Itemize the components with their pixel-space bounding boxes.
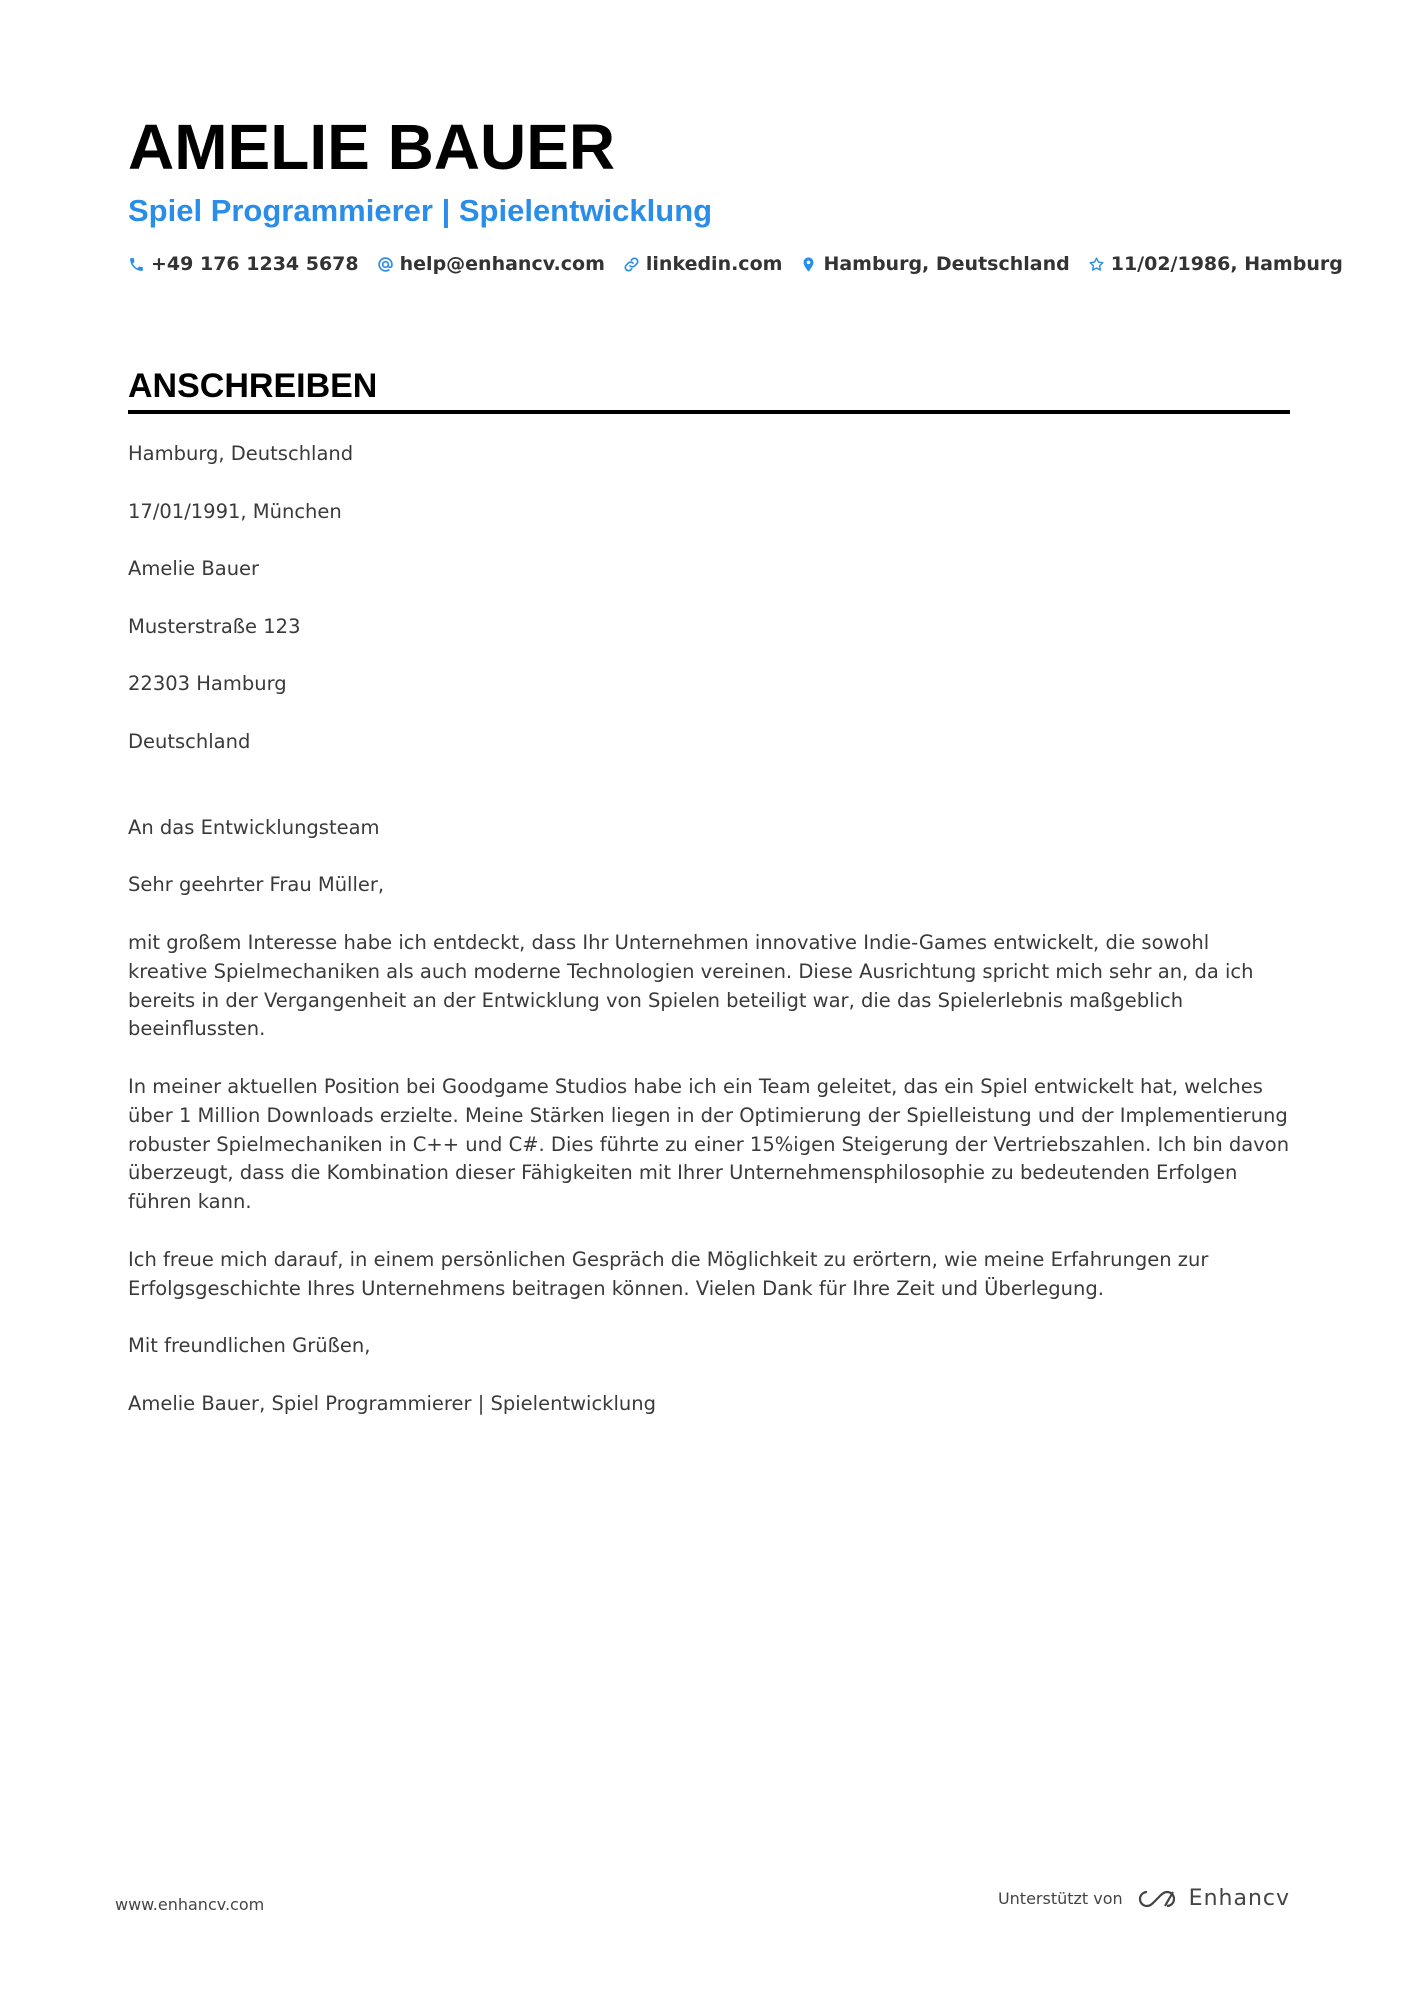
candidate-name: AMELIE BAUER <box>128 111 616 183</box>
contact-email[interactable] <box>377 253 605 275</box>
salutation: Sehr geehrter Frau Müller, <box>128 873 385 897</box>
footer-url[interactable]: www.enhancv.com <box>115 1895 265 1914</box>
letter-paragraph: In meiner aktuellen Position bei Goodgame Studios habe ich ein Team geleitet, das ein Spiel entwickelt hat, welches über 1 Million Downloads erzielte. Meine Stärken liegen in der Optimierung der Spielleistung und der Implementierung robuster Spielmechaniken in C++ und C#. Dies führte zu einer 15%igen Steigerung der Vertriebszahlen. Ich bin davon überzeugt, dass die Kombination dieser Fähigkeiten mit Ihrer Unternehmensphilosophie zu bedeutenden Erfolgen führen kann. <box>128 1074 1290 1214</box>
address-line: 22303 Hamburg <box>128 672 287 696</box>
address-line: Hamburg, Deutschland <box>128 442 354 465</box>
contact-location-text: Hamburg, Deutschland <box>823 253 1070 275</box>
address-line: 17/01/1991, München <box>128 499 342 523</box>
contact-phone-text: +49 176 1234 5678 <box>151 253 359 275</box>
address-line: Amelie Bauer <box>128 557 260 581</box>
section-divider <box>128 410 1290 414</box>
address-line: Deutschland <box>128 729 251 753</box>
contact-email-text: help@enhancv.com <box>399 253 605 275</box>
signature: Amelie Bauer, Spiel Programmierer | Spielentwicklung <box>128 1391 656 1415</box>
contact-linkedin-text: linkedin.com <box>645 253 783 275</box>
infinity-logo-icon <box>1135 1887 1181 1911</box>
letter-paragraph: Ich freue mich darauf, in einem persönlichen Gespräch die Möglichkeit zu erörtern, wie meine Erfahrungen zur Erfolgsgeschichte Ihres Unternehmens beitragen können. Vielen Dank für Ihre Zeit und Überlegung. <box>128 1247 1209 1300</box>
contact-bar <box>128 253 1361 275</box>
section-title: ANSCHREIBEN <box>128 367 378 405</box>
candidate-title: Spiel Programmierer | Spielentwicklung <box>128 193 713 228</box>
at-icon <box>377 256 394 273</box>
powered-by-label: Unterstützt von <box>997 1889 1123 1908</box>
contact-location <box>800 253 1069 275</box>
contact-birth-text: 11/02/1986, Hamburg <box>1110 253 1343 275</box>
contact-linkedin[interactable] <box>623 253 783 275</box>
contact-phone[interactable] <box>128 253 359 275</box>
footer-powered-by <box>998 1886 1290 1911</box>
contact-birth <box>1088 253 1343 275</box>
closing: Mit freundlichen Grüßen, <box>128 1334 371 1358</box>
letter-paragraph: mit großem Interesse habe ich entdeckt, dass Ihr Unternehmen innovative Indie-Games entwickelt, die sowohl kreative Spielmechaniken als auch moderne Technologien vereinen. Diese Ausrichtung spricht mich sehr an, da ich bereits in der Vergangenheit an der Entwicklung von Spielen beteiligt war, die das Spielerlebnis maßgeblich beeinflussten. <box>128 930 1254 1041</box>
location-pin-icon <box>800 256 817 273</box>
star-icon <box>1088 256 1105 273</box>
enhancv-logo[interactable] <box>1135 1886 1290 1911</box>
recipient-line: An das Entwicklungsteam <box>128 815 380 839</box>
link-icon <box>623 256 640 273</box>
cover-letter-body <box>128 440 1290 1447</box>
enhancv-logo-text: Enhancv <box>1188 1886 1290 1911</box>
phone-icon <box>128 256 145 273</box>
address-line: Musterstraße 123 <box>128 614 301 638</box>
